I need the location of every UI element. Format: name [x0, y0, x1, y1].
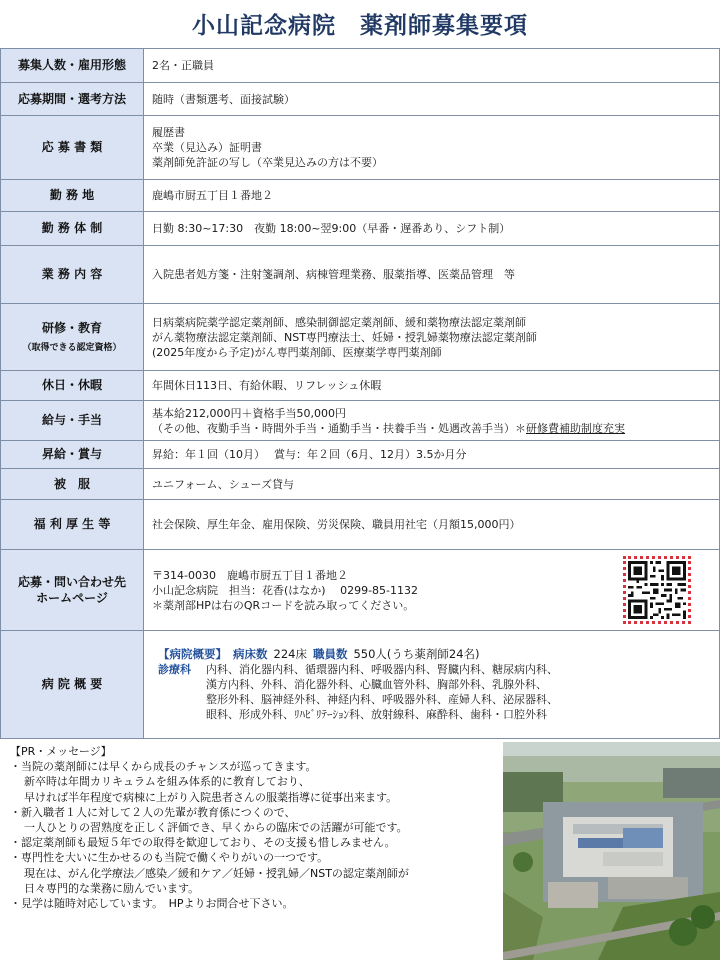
qr-code-icon[interactable] [623, 556, 691, 624]
pr-line: ・見学は随時対応しています。 HPよりお問合せ下さい。 [10, 897, 294, 911]
table-row [1, 83, 720, 116]
row-value-overview [144, 631, 720, 739]
table-row [1, 631, 720, 739]
row-label-training [1, 304, 144, 371]
contact-line: ＊薬剤部HPは右のQRコードを読み取ってください。 [152, 598, 415, 612]
row-value-raise: 昇給：年１回（10月） 賞与：年２回（6月、12月）3.5か月分 [144, 441, 720, 469]
training-sublabel: （取得できる認定資格） [22, 343, 122, 354]
row-label-location: 勤 務 地 [1, 180, 144, 212]
row-value-period: 随時（書類選考、面接試験） [144, 83, 720, 116]
row-value-salary [144, 401, 720, 441]
row-label-holidays: 休日・休暇 [1, 371, 144, 401]
table-row [1, 246, 720, 304]
row-label-overview: 病 院 概 要 [1, 631, 144, 739]
row-value-welfare: 社会保険、厚生年金、雇用保険、労災保険、職員用社宅（月額15,000円） [144, 500, 720, 550]
pr-line: 一人ひとりの習熟度を正しく評価でき、早くからの臨床での活躍が可能です。 [24, 821, 408, 835]
overview-header [158, 647, 711, 662]
table-row [1, 212, 720, 246]
row-value-duties: 入院患者処方箋・注射箋調剤、病棟管理業務、服薬指導、医薬品管理 等 [144, 246, 720, 304]
table-row [1, 469, 720, 500]
hospital-aerial-photo [503, 742, 720, 960]
pr-message [0, 742, 500, 960]
row-value-recruit: 2名・正職員 [144, 49, 720, 83]
table-row [1, 401, 720, 441]
docs-line: 卒業（見込み）証明書 [152, 141, 262, 154]
row-value-contact [144, 550, 720, 631]
table-row [1, 371, 720, 401]
pr-lines [10, 759, 500, 911]
training-line: がん薬物療法認定薬剤師、NST専門療法士、妊婦・授乳婦薬物療法認定薬剤師 [152, 330, 537, 344]
table-row [1, 49, 720, 83]
training-line: 日病薬病院薬学認定薬剤師、感染制御認定薬剤師、緩和薬物療法認定薬剤師 [152, 315, 526, 329]
department-line: 眼科、形成外科、ﾘﾊﾋﾞﾘﾃｰｼｮﾝ科、放射線科、麻酔科、歯科・口腔外科 [206, 708, 547, 721]
row-value-docs [144, 116, 720, 180]
contact-line: 〒314-0030 鹿嶋市厨五丁目１番地２ [152, 568, 348, 582]
department-line: 整形外科、脳神経外科、神経内科、呼吸器外科、産婦人科、泌尿器科、 [206, 693, 558, 706]
row-value-schedule: 日勤 8:30~17:30 夜勤 18:00~翌9:00（早番・遅番あり、シフト制） [144, 212, 720, 246]
recruitment-table [0, 48, 720, 739]
table-row [1, 550, 720, 631]
table-row [1, 116, 720, 180]
pr-line: ・当院の薬剤師には早くから成長のチャンスが巡ってきます。 [10, 760, 317, 774]
row-label-period: 応募期間・選考方法 [1, 83, 144, 116]
departments-list [206, 662, 558, 722]
row-label-salary: 給与・手当 [1, 401, 144, 441]
pr-line: 日々専門的な業務に励んでいます。 [24, 881, 200, 895]
page-title: 小山記念病院 薬剤師募集要項 [192, 12, 528, 39]
staff-value: 550人(うち薬剤師24名) [353, 647, 480, 661]
department-line: 内科、消化器内科、循環器内科、呼吸器内科、腎臓内科、糖尿病内科、 [206, 663, 558, 676]
training-support-note: 研修費補助制度充実 [526, 421, 625, 435]
row-value-location: 鹿嶋市厨五丁目１番地２ [144, 180, 720, 212]
row-label-schedule: 勤 務 体 制 [1, 212, 144, 246]
beds-value: 224床 [273, 647, 307, 661]
contact-label: 応募・問い合わせ先 [17, 574, 126, 589]
table-row [1, 180, 720, 212]
overview-tag: 【病院概要】 [158, 647, 227, 661]
row-label-uniform: 被 服 [1, 469, 144, 500]
docs-line: 履歴書 [152, 126, 185, 139]
pr-line: ・認定薬剤師も最短５年での取得を歓迎しており、その支援も惜しみません。 [10, 836, 396, 850]
department-line: 漢方内科、外科、消化器外科、心臓血管外科、胸部外科、乳腺外科、 [206, 678, 547, 691]
pr-line: ・専門性を大いに生かせるのも当院で働くやりがいの一つです。 [10, 851, 329, 865]
table-row [1, 304, 720, 371]
pr-line: 現在は、がん化学療法／感染／緩和ケア／妊婦・授乳婦／NSTの認定薬剤師が [24, 866, 409, 880]
training-line: (2025年度から予定)がん専門薬剤師、医療薬学専門薬剤師 [152, 345, 442, 359]
row-value-uniform: ユニフォーム、シューズ貸与 [144, 469, 720, 500]
departments [158, 662, 711, 722]
staff-label: 職員数 [312, 647, 348, 661]
departments-label: 診療科 [158, 663, 191, 676]
row-label-duties: 業 務 内 容 [1, 246, 144, 304]
docs-line: 薬剤師免許証の写し（卒業見込みの方は不要） [152, 156, 383, 169]
row-label-contact [1, 550, 144, 631]
pr-title: 【PR・メッセージ】 [10, 745, 112, 758]
row-value-holidays: 年間休日113日、有給休暇、リフレッシュ休暇 [144, 371, 720, 401]
row-value-training [144, 304, 720, 371]
row-label-welfare: 福 利 厚 生 等 [1, 500, 144, 550]
table-row [1, 441, 720, 469]
table-row [1, 500, 720, 550]
salary-allowances: （その他、夜勤手当・時間外手当・通勤手当・扶養手当・処遇改善手当）＊ [152, 421, 526, 435]
beds-label: 病床数 [233, 647, 268, 661]
row-label-recruit: 募集人数・雇用形態 [1, 49, 144, 83]
pr-line: 早ければ半年程度で病棟に上がり入院患者さんの服薬指導に従事出来ます。 [24, 790, 398, 804]
contact-line: 小山記念病院 担当：花香(はなか) 0299-85-1132 [152, 583, 419, 597]
row-label-docs: 応 募 書 類 [1, 116, 144, 180]
pr-line: 新卒時は年間カリキュラムを組み体系的に教育しており、 [24, 775, 310, 789]
training-label: 研修・教育 [41, 320, 102, 335]
row-label-raise: 昇給・賞与 [1, 441, 144, 469]
salary-base: 基本給212,000円＋資格手当50,000円 [152, 406, 346, 420]
pr-line: ・新入職者１人に対して２人の先輩が教育係につくので、 [10, 805, 296, 819]
homepage-label: ホームページ [36, 591, 108, 605]
